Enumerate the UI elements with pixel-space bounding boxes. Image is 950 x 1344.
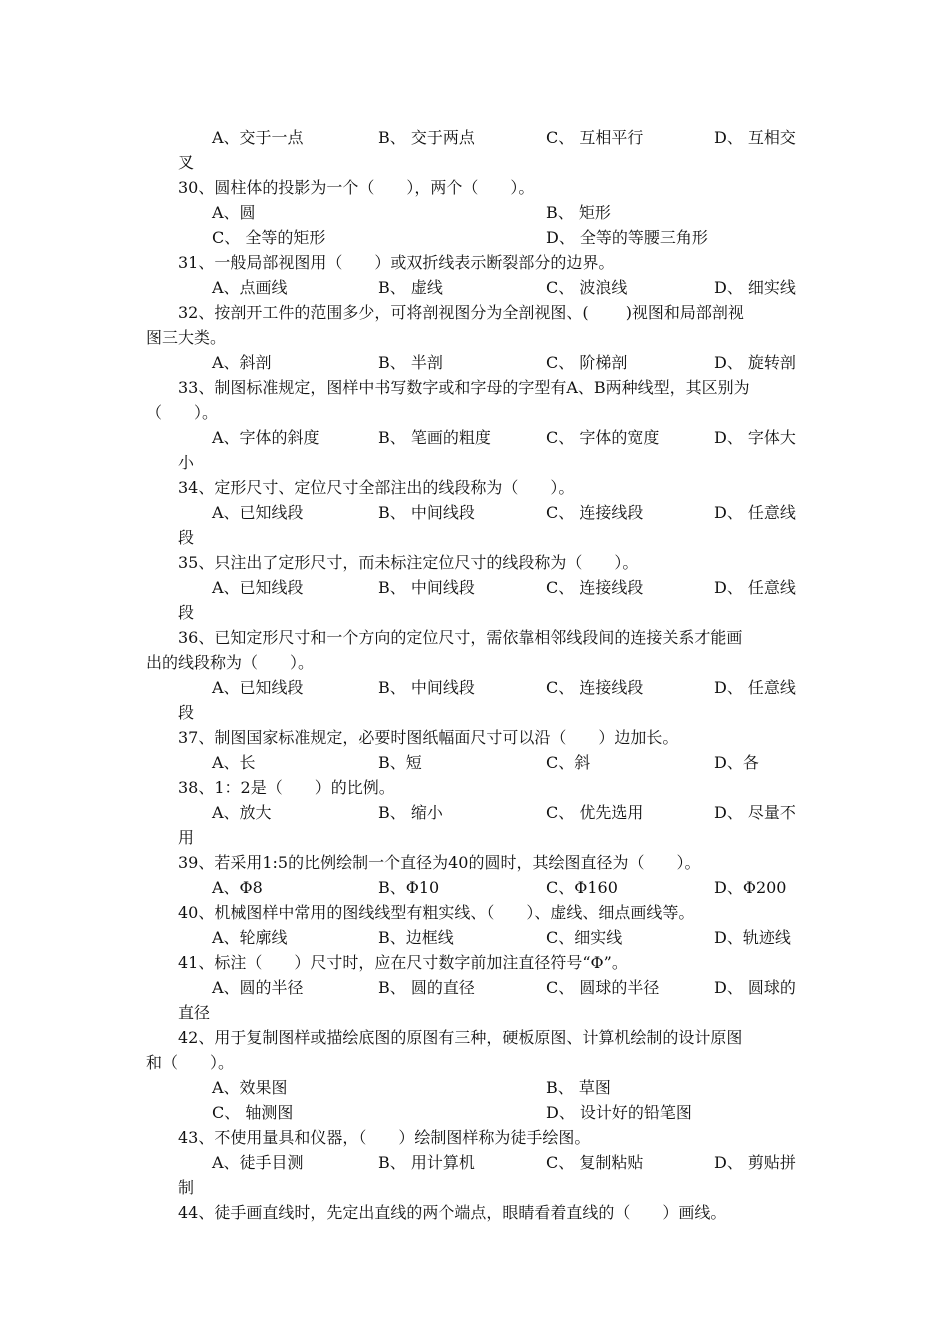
answer-option: A、放大 <box>212 803 272 822</box>
answer-option: B、Φ10 <box>378 878 440 897</box>
answer-option: B、 中间线段 <box>378 578 475 597</box>
answer-option: B、 中间线段 <box>378 503 475 522</box>
option-wrap-text: 段 <box>178 528 195 547</box>
answer-option: A、交于一点 <box>212 128 304 147</box>
question-continuation: 图三大类。 <box>146 328 227 347</box>
answer-option: A、圆 <box>212 203 256 222</box>
answer-option: C、 字体的宽度 <box>546 428 660 447</box>
answer-option: C、 阶梯剖 <box>546 353 628 372</box>
question-text: 34、定形尺寸、定位尺寸全部注出的线段称为（ ）。 <box>178 478 575 497</box>
answer-option: A、已知线段 <box>212 678 304 697</box>
question-continuation: 和（ ）。 <box>146 1053 235 1072</box>
answer-option: C、 波浪线 <box>546 278 628 297</box>
option-wrap-text: 直径 <box>178 1003 211 1022</box>
answer-option: A、效果图 <box>212 1078 288 1097</box>
answer-option: A、点画线 <box>212 278 288 297</box>
option-wrap-text: 小 <box>178 453 195 472</box>
answer-option: C、 互相平行 <box>546 128 644 147</box>
answer-option: A、轮廓线 <box>212 928 288 947</box>
answer-option: A、字体的斜度 <box>212 428 320 447</box>
answer-option: A、徒手目测 <box>212 1153 304 1172</box>
answer-option: D、 旋转剖 <box>714 353 796 372</box>
answer-option: D、 任意线 <box>714 503 796 522</box>
answer-option: B、 圆的直径 <box>378 978 475 997</box>
question-text: 44、徒手画直线时，先定出直线的两个端点，眼睛看着直线的（ ）画线。 <box>178 1203 727 1222</box>
answer-option: B、 缩小 <box>378 803 443 822</box>
answer-option: D、 任意线 <box>714 678 796 697</box>
answer-option: B、 草图 <box>546 1078 611 1097</box>
answer-option: D、 尽量不 <box>714 803 796 822</box>
answer-option: C、 圆球的半径 <box>546 978 660 997</box>
answer-option: C、 连接线段 <box>546 503 644 522</box>
question-text: 40、机械图样中常用的图线线型有粗实线、（ ）、虚线、细点画线等。 <box>178 903 695 922</box>
answer-option: A、Φ8 <box>212 878 263 897</box>
answer-option: D、各 <box>714 753 759 772</box>
answer-option: D、 细实线 <box>714 278 796 297</box>
option-wrap-text: 叉 <box>178 153 195 172</box>
answer-option: B、 半剖 <box>378 353 443 372</box>
question-text: 38、1：2是（ ）的比例。 <box>178 778 395 797</box>
answer-option: C、 全等的矩形 <box>212 228 326 247</box>
question-text: 33、制图标准规定，图样中书写数字或和字母的字型有A、B两种线型，其区别为 <box>178 378 750 397</box>
answer-option: D、轨迹线 <box>714 928 791 947</box>
answer-option: D、 圆球的 <box>714 978 796 997</box>
question-text: 39、若采用1:5的比例绘制一个直径为40的圆时，其绘图直径为（ ）。 <box>178 853 701 872</box>
answer-option: D、Φ200 <box>714 878 787 897</box>
option-wrap-text: 制 <box>178 1178 195 1197</box>
question-text: 31、一般局部视图用（ ）或双折线表示断裂部分的边界。 <box>178 253 615 272</box>
question-continuation: （ ）。 <box>146 403 219 422</box>
answer-option: D、 字体大 <box>714 428 796 447</box>
question-text: 41、标注（ ）尺寸时，应在尺寸数字前加注直径符号“Φ”。 <box>178 953 628 972</box>
question-text: 36、已知定形尺寸和一个方向的定位尺寸，需依靠相邻线段间的连接关系才能画 <box>178 628 743 647</box>
answer-option: A、长 <box>212 753 256 772</box>
answer-option: D、 全等的等腰三角形 <box>546 228 708 247</box>
answer-option: B、 笔画的粗度 <box>378 428 491 447</box>
answer-option: D、 任意线 <box>714 578 796 597</box>
answer-option: C、斜 <box>546 753 591 772</box>
option-wrap-text: 段 <box>178 703 195 722</box>
answer-option: B、 中间线段 <box>378 678 475 697</box>
answer-option: C、 轴测图 <box>212 1103 294 1122</box>
answer-option: A、斜剖 <box>212 353 272 372</box>
answer-option: A、已知线段 <box>212 503 304 522</box>
option-wrap-text: 用 <box>178 828 195 847</box>
answer-option: D、 互相交 <box>714 128 796 147</box>
answer-option: D、 剪贴拼 <box>714 1153 796 1172</box>
question-text: 42、用于复制图样或描绘底图的原图有三种，硬板原图、计算机绘制的设计原图 <box>178 1028 743 1047</box>
answer-option: D、 设计好的铅笔图 <box>546 1103 692 1122</box>
question-continuation: 出的线段称为（ ）。 <box>146 653 315 672</box>
answer-option: C、 连接线段 <box>546 678 644 697</box>
answer-option: B、短 <box>378 753 422 772</box>
answer-option: B、 虚线 <box>378 278 443 297</box>
answer-option: A、圆的半径 <box>212 978 304 997</box>
answer-option: C、 连接线段 <box>546 578 644 597</box>
answer-option: C、Φ160 <box>546 878 618 897</box>
option-wrap-text: 段 <box>178 603 195 622</box>
question-text: 30、圆柱体的投影为一个（ ），两个（ ）。 <box>178 178 535 197</box>
question-text: 37、制图国家标准规定，必要时图纸幅面尺寸可以沿（ ）边加长。 <box>178 728 679 747</box>
question-text: 35、只注出了定形尺寸，而未标注定位尺寸的线段称为（ ）。 <box>178 553 639 572</box>
answer-option: B、 矩形 <box>546 203 611 222</box>
answer-option: A、已知线段 <box>212 578 304 597</box>
answer-option: B、边框线 <box>378 928 454 947</box>
question-text: 43、不使用量具和仪器，（ ）绘制图样称为徒手绘图。 <box>178 1128 591 1147</box>
question-text: 32、按剖开工件的范围多少，可将剖视图分为全剖视图、( )视图和局部剖视 <box>178 303 744 322</box>
answer-option: C、 优先选用 <box>546 803 644 822</box>
answer-option: C、细实线 <box>546 928 623 947</box>
answer-option: B、 用计算机 <box>378 1153 475 1172</box>
answer-option: B、 交于两点 <box>378 128 475 147</box>
answer-option: C、 复制粘贴 <box>546 1153 644 1172</box>
